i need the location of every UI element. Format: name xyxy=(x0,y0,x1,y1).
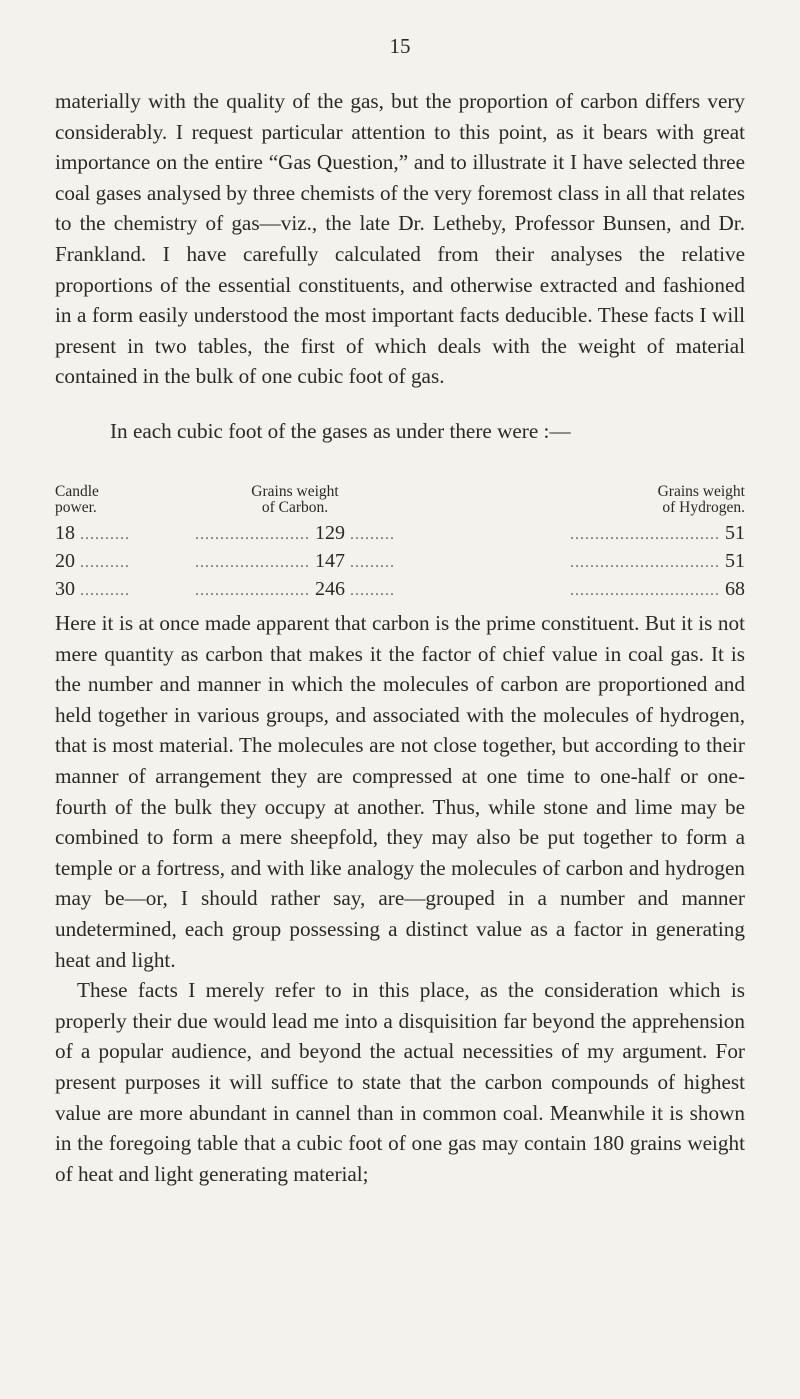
carbon-value: 129 xyxy=(315,522,345,544)
carbon-value: 147 xyxy=(315,550,345,572)
paragraph-intro: materially with the quality of the gas, but the proportion of carbon differs very considerably. I request particular attention to this point, as it bears with great importance on the entire “Gas Question,” and to illustrate it I have selected three coal gases analysed by three chemists of the very foremost class in all that relates to the chemistry of gas—viz., the late Dr. Letheby, Professor Bunsen, and Dr. Frankland. I have carefully calculated from their analyses the relative proportions of the essential constituents, and otherwise extracted and fashioned in a form easily understood the most important facts deducible. These facts I will present in two tables, the first of which deals with the weight of material contained in the bulk of one cubic foot of gas. xyxy=(55,89,745,389)
table-row: 30 .......... ....................... 246 ......... .............................. 68 xyxy=(55,578,745,600)
candle-value: 30 xyxy=(55,578,75,600)
hydrogen-value: 51 xyxy=(725,522,745,544)
table-header-row xyxy=(55,484,745,520)
carbon-value: 246 xyxy=(315,578,345,600)
header-candle-power: Candle power. xyxy=(55,483,99,516)
candle-value: 18 xyxy=(55,522,75,544)
body-text-bottom xyxy=(55,608,745,1189)
hydrogen-value: 51 xyxy=(725,550,745,572)
table-row: 20 .......... ....................... 147 ......... .............................. 51 xyxy=(55,550,745,572)
header-hydrogen: Grains weight of Hydrogen. xyxy=(657,483,745,516)
paragraph-carbon-prime: Here it is at once made apparent that carbon is the prime constituent. But it is not mere quantity as carbon that makes it the factor of chief value in coal gas. It is the number and manner in which the molecules of carbon are proportioned and held together in various groups, and associated with the molecules of hydrogen, that is most material. The molecules are not close together, but according to their manner of arrangement they are compressed at one time to one-half or one-fourth of the bulk they occupy at another. Thus, while stone and lime may be combined to form a mere sheepfold, they may also be put together to form a temple or a fortress, and with like analogy the molecules of carbon and hydrogen may be—or, I should rather say, are—grouped in a number and manner undetermined, each group possessing a distinct value as a factor in generating heat and light. xyxy=(55,611,745,972)
paragraph-conclusion: These facts I merely refer to in this place, as the consideration which is properly their due would lead me into a disquisition far beyond the apprehension of a popular audience, and beyond the actual necessities of my argument. For present purposes it will suffice to state that the carbon compounds of highest value are more abundant in cannel than in common coal. Meanwhile it is shown in the foregoing table that a cubic foot of one gas may contain 180 grains weight of heat and light generating material; xyxy=(55,978,745,1186)
candle-value: 20 xyxy=(55,550,75,572)
hydrogen-value: 68 xyxy=(725,578,745,600)
body-text-top xyxy=(55,86,745,392)
header-carbon: Grains weight of Carbon. xyxy=(251,483,339,516)
table-intro xyxy=(55,416,745,447)
table-row: 18 .......... ....................... 129 ......... .............................. 51 xyxy=(55,522,745,544)
paragraph-table-lead: In each cubic foot of the gases as under there were :— xyxy=(110,419,571,443)
gas-composition-table xyxy=(55,484,745,604)
page-number: 15 xyxy=(389,34,411,58)
